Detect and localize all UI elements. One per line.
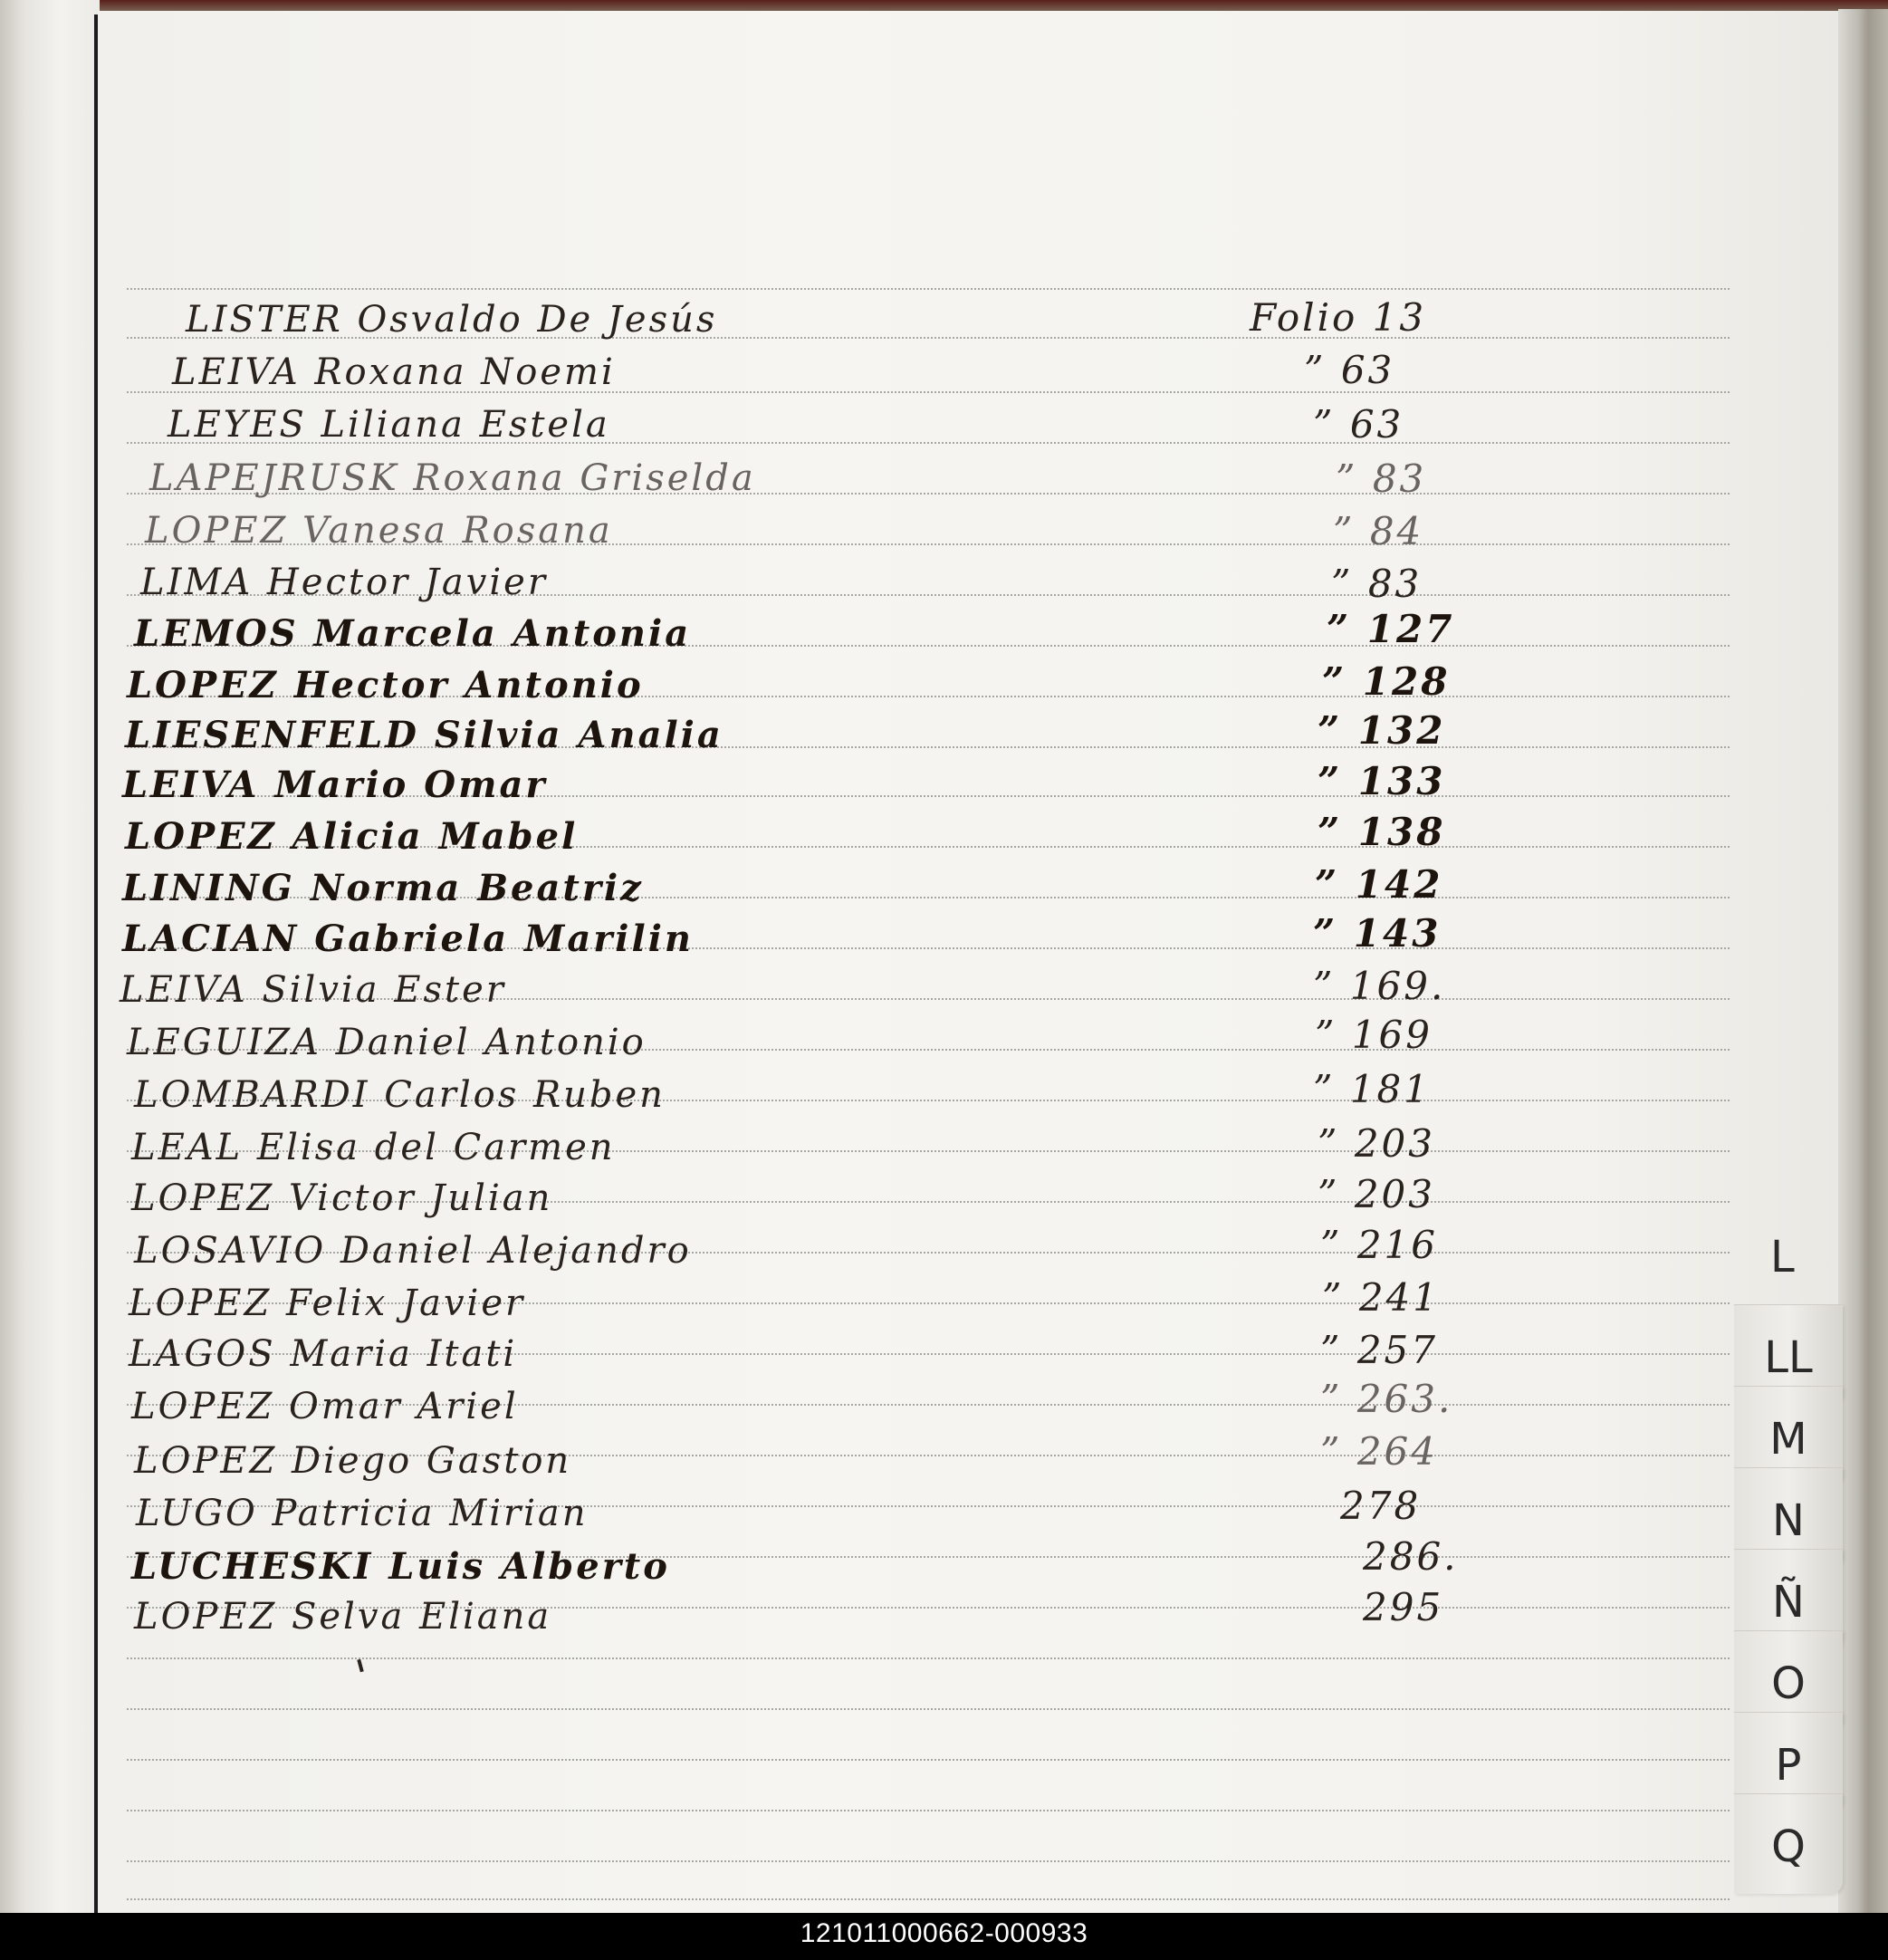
entry-folio: ” 63	[1313, 402, 1404, 447]
entry-folio: ” 264	[1320, 1429, 1438, 1474]
entry-folio: ” 143	[1313, 911, 1442, 956]
entry-folio: Folio 13	[1250, 295, 1427, 340]
entry-folio: ” 216	[1320, 1223, 1438, 1267]
ruled-line	[127, 1810, 1730, 1811]
entry-folio: 278	[1340, 1484, 1422, 1528]
entry-folio: ” 84	[1333, 509, 1424, 553]
entry-folio: ” 203	[1318, 1172, 1435, 1216]
ruled-line	[127, 288, 1730, 290]
entry-folio: ” 127	[1327, 607, 1455, 651]
entry-name: LOPEZ Selva Eliana	[134, 1596, 552, 1638]
entry-folio: ” 169.	[1313, 964, 1446, 1008]
entry-name: LEYES Liliana Estela	[168, 404, 610, 446]
entry-name: LEIVA Mario Omar	[122, 764, 548, 806]
index-tab-m[interactable]: M	[1734, 1386, 1843, 1486]
entry-name: LOPEZ Alicia Mabel	[125, 815, 579, 858]
entry-folio: ” 83	[1331, 562, 1423, 606]
index-tab-enye[interactable]: Ñ	[1734, 1549, 1843, 1649]
entry-folio: ” 142	[1315, 862, 1443, 907]
entry-folio: ” 257	[1320, 1328, 1438, 1372]
entry-name: LEIVA Roxana Noemi	[172, 351, 616, 393]
entry-name: LOPEZ Hector Antonio	[127, 664, 644, 706]
entry-folio: ” 133	[1318, 759, 1446, 803]
left-page-edge	[0, 0, 100, 1913]
entry-name: LOPEZ Omar Ariel	[131, 1386, 519, 1427]
entry-folio: ” 241	[1322, 1275, 1440, 1320]
index-tab-ll[interactable]: LL	[1734, 1304, 1843, 1405]
entry-folio: ” 128	[1322, 659, 1451, 704]
entry-name: LOPEZ Felix Javier	[129, 1283, 526, 1324]
index-tab-o[interactable]: O	[1734, 1630, 1843, 1731]
entry-name: LOPEZ Diego Gaston	[134, 1440, 572, 1482]
entry-folio: 286.	[1363, 1534, 1459, 1579]
entry-name: LAPEJRUSK Roxana Griselda	[149, 457, 756, 499]
alphabet-index-tabs	[1734, 1205, 1843, 1911]
index-tab-q[interactable]: Q	[1734, 1793, 1843, 1894]
entry-name: LIMA Hector Javier	[140, 562, 548, 603]
entry-name: LUGO Patricia Mirian	[136, 1493, 589, 1534]
entry-name: LOSAVIO Daniel Alejandro	[134, 1230, 692, 1272]
ruled-line	[127, 1898, 1730, 1900]
index-tab-n[interactable]: N	[1734, 1467, 1843, 1568]
entry-name: LEGUIZA Daniel Antonio	[127, 1022, 647, 1063]
entry-name: LINING Norma Beatriz	[122, 867, 644, 909]
document-id: 121011000662-000933	[800, 1918, 1088, 1948]
entry-folio: ” 203	[1318, 1121, 1435, 1166]
entry-name: LAGOS Maria Itati	[129, 1333, 518, 1375]
entry-name: LIESENFELD Silvia Analia	[125, 714, 724, 756]
entry-name: LACIAN Gabriela Marilin	[122, 918, 694, 960]
index-tab-l[interactable]: L	[1770, 1232, 1795, 1283]
entry-name: LUCHESKI Luis Alberto	[131, 1545, 670, 1588]
ruled-line	[127, 1860, 1730, 1862]
entry-folio: ” 181	[1313, 1067, 1431, 1111]
entry-name: LOMBARDI Carlos Ruben	[134, 1074, 666, 1116]
entry-folio: ” 63	[1304, 348, 1395, 392]
index-tab-p[interactable]: P	[1734, 1712, 1843, 1812]
entry-folio: ” 83	[1336, 456, 1427, 501]
entry-name: LEMOS Marcela Antonia	[134, 612, 692, 655]
ruled-line	[127, 1759, 1730, 1761]
entry-name: LEAL Elisa del Carmen	[131, 1127, 616, 1168]
entry-folio: ” 263.	[1320, 1377, 1453, 1421]
entry-folio: ” 132	[1318, 708, 1446, 753]
entry-name: LEIVA Silvia Ester	[120, 969, 506, 1011]
entry-folio: ” 138	[1318, 810, 1446, 854]
entry-name: LOPEZ Victor Julian	[131, 1177, 553, 1219]
page-margin-line	[94, 14, 98, 1913]
book-cover-edge	[1838, 9, 1888, 1913]
entry-name: LOPEZ Vanesa Rosana	[145, 510, 613, 552]
ruled-line	[127, 1708, 1730, 1710]
ruled-line	[127, 1657, 1730, 1659]
entry-folio: ” 169	[1315, 1013, 1433, 1057]
entry-name: LISTER Osvaldo De Jesús	[186, 299, 718, 341]
entry-folio: 295	[1363, 1585, 1444, 1629]
